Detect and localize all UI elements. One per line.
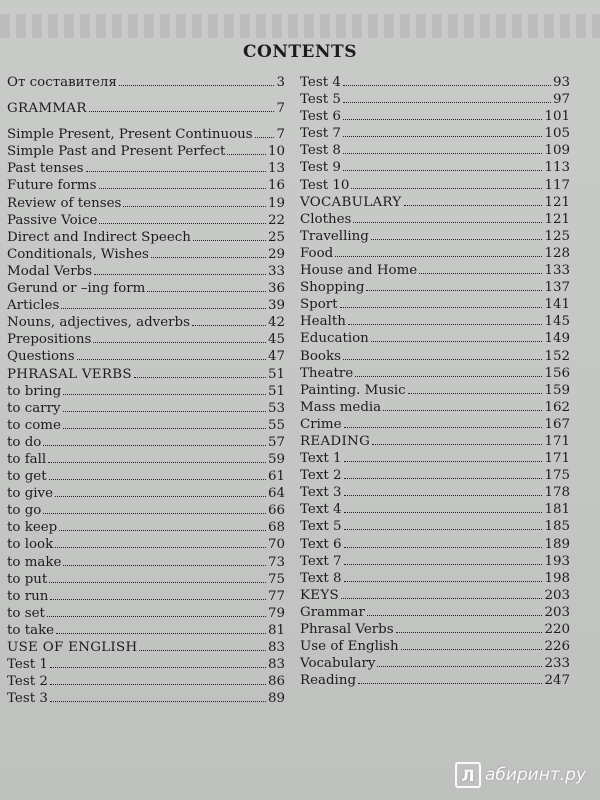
toc-entry[interactable] xyxy=(300,365,570,382)
toc-entry-label: READING xyxy=(300,433,371,449)
toc-entry-page-number: 13 xyxy=(267,161,285,177)
toc-entry[interactable] xyxy=(300,279,570,296)
toc-entry-label: Review of tenses xyxy=(7,195,122,211)
toc-entry[interactable] xyxy=(7,126,285,143)
toc-entry-page-number: 53 xyxy=(267,400,285,416)
toc-entry[interactable] xyxy=(7,297,285,314)
toc-entry-page-number: 16 xyxy=(267,178,285,194)
toc-entry[interactable] xyxy=(7,690,285,707)
toc-section-heading[interactable] xyxy=(300,433,570,450)
toc-spacer xyxy=(7,117,285,126)
toc-entry[interactable] xyxy=(300,177,570,194)
toc-entry-label: GRAMMAR xyxy=(7,101,87,117)
dot-leader xyxy=(401,649,543,650)
toc-entry-page-number: 68 xyxy=(267,520,285,536)
toc-entry[interactable] xyxy=(300,604,570,621)
toc-entry[interactable] xyxy=(300,228,570,245)
dot-leader xyxy=(344,581,543,582)
toc-entry[interactable] xyxy=(300,655,570,672)
toc-entry-label: Test 10 xyxy=(300,177,350,193)
toc-entry[interactable] xyxy=(7,485,285,502)
toc-entry-label: to go xyxy=(7,503,42,519)
dot-leader xyxy=(351,188,542,189)
dot-leader xyxy=(343,136,543,137)
toc-entry-page-number: 149 xyxy=(544,331,570,347)
toc-entry-label: Test 9 xyxy=(300,160,341,176)
dot-leader xyxy=(59,530,266,531)
toc-entry-label: Test 4 xyxy=(300,75,341,90)
toc-entry-page-number: 59 xyxy=(267,451,285,467)
dot-leader xyxy=(47,616,266,617)
toc-entry-page-number: 156 xyxy=(544,365,570,381)
toc-left-column xyxy=(7,74,285,707)
toc-entry[interactable] xyxy=(300,74,570,91)
toc-entry-page-number: 81 xyxy=(267,622,285,638)
toc-entry[interactable] xyxy=(300,621,570,638)
dot-leader xyxy=(343,102,551,103)
toc-entry[interactable] xyxy=(7,383,285,400)
toc-section-heading[interactable] xyxy=(7,639,285,656)
toc-entry-page-number: 93 xyxy=(552,75,570,90)
toc-entry[interactable] xyxy=(300,330,570,347)
toc-entry-label: Gerund or –ing form xyxy=(7,281,146,297)
dot-leader xyxy=(50,684,266,685)
toc-entry-page-number: 105 xyxy=(544,126,570,142)
dot-leader xyxy=(353,222,542,223)
toc-entry-label: Text 4 xyxy=(300,502,342,518)
toc-entry-label: Travelling xyxy=(300,228,369,244)
toc-entry-page-number: 51 xyxy=(267,366,285,382)
toc-entry-page-number: 3 xyxy=(276,75,285,90)
toc-entry[interactable] xyxy=(7,229,285,246)
toc-entry[interactable] xyxy=(300,467,570,484)
toc-entry-page-number: 113 xyxy=(544,160,570,176)
toc-entry-page-number: 121 xyxy=(544,211,570,227)
toc-entry-page-number: 25 xyxy=(267,229,285,245)
toc-entry-label: Text 3 xyxy=(300,485,342,501)
watermark-text: абиринт.ру xyxy=(484,765,586,785)
toc-entry-label: Test 1 xyxy=(7,657,48,673)
dot-leader xyxy=(119,85,275,86)
toc-entry-page-number: 189 xyxy=(544,536,570,552)
toc-entry[interactable] xyxy=(7,348,285,365)
dot-leader xyxy=(344,427,543,428)
page-title: CONTENTS xyxy=(243,42,357,62)
toc-entry-page-number: 19 xyxy=(267,195,285,211)
toc-entry-page-number: 181 xyxy=(544,502,570,518)
toc-entry-page-number: 61 xyxy=(267,469,285,485)
dot-leader xyxy=(344,547,543,548)
toc-entry-label: Nouns, adjectives, adverbs xyxy=(7,315,190,331)
toc-entry-label: to do xyxy=(7,434,42,450)
toc-section-heading[interactable] xyxy=(300,587,570,604)
dot-leader xyxy=(50,701,266,702)
toc-entry-page-number: 247 xyxy=(544,673,570,689)
toc-entry-label: Clothes xyxy=(300,211,352,227)
toc-entry-page-number: 66 xyxy=(267,503,285,519)
toc-entry-label: Vocabulary xyxy=(300,656,376,672)
dot-leader xyxy=(377,666,542,667)
toc-entry-label: Text 5 xyxy=(300,519,342,535)
toc-entry[interactable] xyxy=(7,212,285,229)
dot-leader xyxy=(49,479,266,480)
dot-leader xyxy=(408,393,543,394)
toc-entry-page-number: 203 xyxy=(544,587,570,603)
toc-entry-label: Simple Past and Present Perfect xyxy=(7,144,226,160)
toc-entry-label: Prepositions xyxy=(7,332,92,348)
toc-entry[interactable] xyxy=(300,245,570,262)
toc-entry-page-number: 42 xyxy=(267,315,285,331)
dot-leader xyxy=(371,341,543,342)
toc-entry-page-number: 7 xyxy=(276,101,285,117)
toc-entry[interactable] xyxy=(300,553,570,570)
toc-entry[interactable] xyxy=(300,348,570,365)
toc-entry-label: Articles xyxy=(7,298,60,314)
dot-leader xyxy=(50,667,266,668)
toc-entry[interactable] xyxy=(300,450,570,467)
dot-leader xyxy=(43,513,266,514)
toc-entry-label: to look xyxy=(7,537,54,553)
toc-entry-label: USE OF ENGLISH xyxy=(7,640,138,655)
dot-leader xyxy=(341,598,542,599)
dot-leader xyxy=(343,359,542,360)
toc-entry-page-number: 75 xyxy=(267,571,285,587)
toc-entry-label: Books xyxy=(300,348,341,364)
toc-entry[interactable] xyxy=(7,263,285,280)
toc-entry-label: Direct and Indirect Speech xyxy=(7,229,191,245)
toc-entry-label: Past tenses xyxy=(7,161,84,177)
toc-spacer xyxy=(7,91,285,100)
toc-entry[interactable] xyxy=(300,501,570,518)
toc-entry-label: Test 5 xyxy=(300,92,341,108)
toc-entry-label: Questions xyxy=(7,349,75,365)
toc-entry-label: Test 3 xyxy=(7,691,48,707)
toc-entry-label: От составителя xyxy=(7,75,117,90)
toc-entry[interactable] xyxy=(7,468,285,485)
toc-entry-label: Text 8 xyxy=(300,570,342,586)
toc-entry-page-number: 117 xyxy=(544,177,570,193)
toc-entry-page-number: 33 xyxy=(267,263,285,279)
toc-entry-page-number: 162 xyxy=(544,399,570,415)
toc-entry-label: Use of English xyxy=(300,639,399,655)
dot-leader xyxy=(55,496,266,497)
dot-leader xyxy=(355,376,542,377)
toc-entry-label: Grammar xyxy=(300,604,365,620)
toc-entry-label: Conditionals, Wishes xyxy=(7,246,149,262)
toc-entry-page-number: 39 xyxy=(267,298,285,314)
dot-leader xyxy=(404,205,543,206)
toc-section-heading[interactable] xyxy=(7,100,285,117)
dot-leader xyxy=(383,410,542,411)
dot-leader xyxy=(255,137,275,138)
dot-leader xyxy=(192,325,266,326)
toc-entry-page-number: 77 xyxy=(267,588,285,604)
dot-leader xyxy=(99,188,266,189)
toc-entry-page-number: 185 xyxy=(544,519,570,535)
toc-entry-label: Reading xyxy=(300,673,357,689)
toc-entry[interactable] xyxy=(7,177,285,194)
toc-entry-label: Future forms xyxy=(7,178,97,194)
toc-entry-label: Shopping xyxy=(300,280,365,296)
toc-entry[interactable] xyxy=(300,262,570,279)
toc-entry[interactable] xyxy=(7,622,285,639)
toc-entry-label: Test 2 xyxy=(7,674,48,690)
toc-entry-page-number: 220 xyxy=(544,622,570,637)
toc-entry-label: to run xyxy=(7,588,49,604)
toc-entry-label: to carry xyxy=(7,400,61,416)
toc-entry-page-number: 159 xyxy=(544,382,570,398)
toc-section-heading[interactable] xyxy=(7,366,285,383)
toc-entry-label: Text 7 xyxy=(300,553,342,569)
toc-entry-page-number: 145 xyxy=(544,314,570,330)
toc-entry-label: Sport xyxy=(300,297,338,313)
toc-entry[interactable] xyxy=(7,417,285,434)
toc-entry-label: Text 2 xyxy=(300,468,342,484)
toc-entry[interactable] xyxy=(300,570,570,587)
toc-entry-page-number: 125 xyxy=(544,228,570,244)
toc-entry-page-number: 79 xyxy=(267,605,285,621)
toc-entry-page-number: 73 xyxy=(267,554,285,570)
toc-entry-page-number: 152 xyxy=(544,348,570,364)
dot-leader xyxy=(348,324,543,325)
dot-leader xyxy=(134,377,266,378)
toc-entry[interactable] xyxy=(7,571,285,588)
dot-leader xyxy=(344,461,543,462)
dot-leader xyxy=(366,290,542,291)
dot-leader xyxy=(227,154,266,155)
dot-leader xyxy=(371,239,543,240)
toc-entry[interactable] xyxy=(7,554,285,571)
dot-leader xyxy=(61,308,266,309)
toc-entry-page-number: 83 xyxy=(267,640,285,655)
toc-entry-page-number: 22 xyxy=(267,212,285,228)
dot-leader xyxy=(343,170,543,171)
toc-entry-page-number: 167 xyxy=(544,416,570,432)
dot-leader xyxy=(151,257,266,258)
toc-entry-page-number: 57 xyxy=(267,434,285,450)
labirint-logo-icon: Л xyxy=(455,762,481,788)
dot-leader xyxy=(50,599,266,600)
toc-entry[interactable] xyxy=(7,502,285,519)
toc-entry[interactable] xyxy=(300,91,570,108)
toc-entry[interactable] xyxy=(7,280,285,297)
toc-entry-page-number: 198 xyxy=(544,570,570,586)
toc-entry-page-number: 36 xyxy=(267,281,285,297)
dot-leader xyxy=(77,359,266,360)
toc-section-heading[interactable] xyxy=(300,194,570,211)
toc-entry-label: Test 8 xyxy=(300,143,341,159)
toc-entry[interactable] xyxy=(7,434,285,451)
toc-entry-page-number: 171 xyxy=(544,451,570,467)
dot-leader xyxy=(372,444,542,445)
toc-entry-label: Phrasal Verbs xyxy=(300,622,394,637)
toc-entry[interactable] xyxy=(300,313,570,330)
toc-entry-label: Education xyxy=(300,331,369,347)
toc-entry-label: Modal Verbs xyxy=(7,263,93,279)
toc-entry-label: Text 6 xyxy=(300,536,342,552)
toc-entry-label: Mass media xyxy=(300,399,382,415)
toc-entry-page-number: 64 xyxy=(267,486,285,502)
toc-entry-page-number: 141 xyxy=(544,297,570,313)
toc-entry[interactable] xyxy=(300,108,570,125)
toc-entry-label: Health xyxy=(300,314,346,330)
toc-entry[interactable] xyxy=(300,296,570,313)
toc-entry[interactable] xyxy=(7,451,285,468)
toc-entry[interactable] xyxy=(7,673,285,690)
toc-entry[interactable] xyxy=(300,638,570,655)
toc-entry-label: Simple Present, Present Continuous xyxy=(7,127,253,143)
toc-entry-label: to come xyxy=(7,417,61,433)
toc-entry-page-number: 226 xyxy=(544,639,570,655)
toc-entry-page-number: 178 xyxy=(544,485,570,501)
toc-entry-page-number: 7 xyxy=(276,127,285,143)
toc-entry[interactable] xyxy=(7,160,285,177)
toc-entry-label: to get xyxy=(7,469,47,485)
dot-leader xyxy=(94,274,266,275)
toc-entry-label: to put xyxy=(7,571,48,587)
toc-entry-label: KEYS xyxy=(300,587,339,603)
dot-leader xyxy=(358,683,542,684)
toc-entry-page-number: 193 xyxy=(544,553,570,569)
toc-entry-page-number: 171 xyxy=(544,433,570,449)
toc-entry-page-number: 121 xyxy=(544,194,570,210)
toc-entry[interactable] xyxy=(7,400,285,417)
toc-entry-page-number: 101 xyxy=(544,109,570,125)
dot-leader xyxy=(63,394,266,395)
toc-entry-page-number: 128 xyxy=(544,245,570,261)
toc-entry-label: House and Home xyxy=(300,263,418,279)
dot-leader xyxy=(123,206,266,207)
dot-leader xyxy=(89,111,275,112)
toc-entry[interactable] xyxy=(7,143,285,160)
toc-entry[interactable] xyxy=(7,605,285,622)
toc-entry[interactable] xyxy=(7,246,285,263)
toc-entry-page-number: 233 xyxy=(544,656,570,672)
toc-entry-label: Test 7 xyxy=(300,126,341,142)
toc-entry[interactable] xyxy=(7,74,285,91)
toc-entry-label: Theatre xyxy=(300,365,354,381)
dot-leader xyxy=(419,273,542,274)
toc-entry-page-number: 70 xyxy=(267,537,285,553)
toc-entry-label: Painting. Music xyxy=(300,382,406,398)
dot-leader xyxy=(139,650,266,651)
toc-entry-label: PHRASAL VERBS xyxy=(7,366,132,382)
toc-entry-label: VOCABULARY xyxy=(300,194,402,210)
dot-leader xyxy=(340,307,543,308)
dot-leader xyxy=(344,495,543,496)
toc-entry[interactable] xyxy=(300,399,570,416)
toc-entry-page-number: 137 xyxy=(544,280,570,296)
toc-entry[interactable] xyxy=(7,656,285,673)
toc-entry[interactable] xyxy=(300,125,570,142)
toc-entry-label: to fall xyxy=(7,451,47,467)
toc-right-column xyxy=(300,74,570,689)
toc-entry-page-number: 10 xyxy=(267,144,285,160)
toc-entry-page-number: 97 xyxy=(552,92,570,108)
toc-entry-page-number: 83 xyxy=(267,657,285,673)
toc-entry-label: to make xyxy=(7,554,62,570)
dot-leader xyxy=(55,547,266,548)
toc-entry-page-number: 51 xyxy=(267,383,285,399)
dot-leader xyxy=(63,411,266,412)
dot-leader xyxy=(343,153,543,154)
toc-entry-page-number: 133 xyxy=(544,263,570,279)
toc-entry-page-number: 203 xyxy=(544,604,570,620)
toc-entry[interactable] xyxy=(300,672,570,689)
dot-leader xyxy=(56,633,266,634)
toc-entry-label: to set xyxy=(7,605,45,621)
toc-entry[interactable] xyxy=(300,142,570,159)
dot-leader xyxy=(343,85,551,86)
toc-entry[interactable] xyxy=(300,518,570,535)
toc-entry-label: to bring xyxy=(7,383,62,399)
toc-entry[interactable] xyxy=(7,519,285,536)
toc-entry[interactable] xyxy=(300,211,570,228)
dot-leader xyxy=(147,291,266,292)
toc-entry-label: to give xyxy=(7,486,54,502)
dot-leader xyxy=(63,428,266,429)
toc-entry-page-number: 86 xyxy=(267,674,285,690)
dot-leader xyxy=(367,615,543,616)
toc-entry-page-number: 47 xyxy=(267,349,285,365)
dot-leader xyxy=(344,512,543,513)
toc-entry-label: to take xyxy=(7,622,55,638)
toc-entry[interactable] xyxy=(7,588,285,605)
toc-entry-label: Food xyxy=(300,245,334,261)
toc-entry-page-number: 89 xyxy=(267,691,285,707)
dot-leader xyxy=(86,171,266,172)
toc-entry-page-number: 109 xyxy=(544,143,570,159)
dot-leader xyxy=(343,119,543,120)
dot-leader xyxy=(193,240,266,241)
toc-entry[interactable] xyxy=(300,382,570,399)
dot-leader xyxy=(344,478,543,479)
dot-leader xyxy=(63,565,266,566)
dot-leader xyxy=(335,256,542,257)
dot-leader xyxy=(99,223,266,224)
labirint-watermark xyxy=(455,762,586,788)
toc-entry[interactable] xyxy=(7,314,285,331)
toc-entry-page-number: 55 xyxy=(267,417,285,433)
toc-entry-label: Passive Voice xyxy=(7,212,98,228)
toc-entry-label: Test 6 xyxy=(300,109,341,125)
toc-entry-page-number: 175 xyxy=(544,468,570,484)
toc-entry[interactable] xyxy=(7,536,285,553)
toc-entry[interactable] xyxy=(7,331,285,348)
toc-entry-page-number: 29 xyxy=(267,246,285,262)
dot-leader xyxy=(344,564,543,565)
dot-leader xyxy=(396,632,543,633)
toc-entry[interactable] xyxy=(300,536,570,553)
dot-leader xyxy=(48,462,266,463)
dot-leader xyxy=(93,342,266,343)
toc-entry[interactable] xyxy=(300,159,570,176)
toc-entry-page-number: 45 xyxy=(267,332,285,348)
bleed-through-text xyxy=(0,14,600,38)
toc-entry[interactable] xyxy=(300,416,570,433)
toc-entry-label: Text 1 xyxy=(300,451,342,467)
toc-entry[interactable] xyxy=(7,195,285,212)
toc-entry-label: Crime xyxy=(300,416,342,432)
dot-leader xyxy=(344,529,543,530)
dot-leader xyxy=(49,582,266,583)
toc-entry[interactable] xyxy=(300,484,570,501)
dot-leader xyxy=(43,445,266,446)
toc-entry-label: to keep xyxy=(7,520,58,536)
